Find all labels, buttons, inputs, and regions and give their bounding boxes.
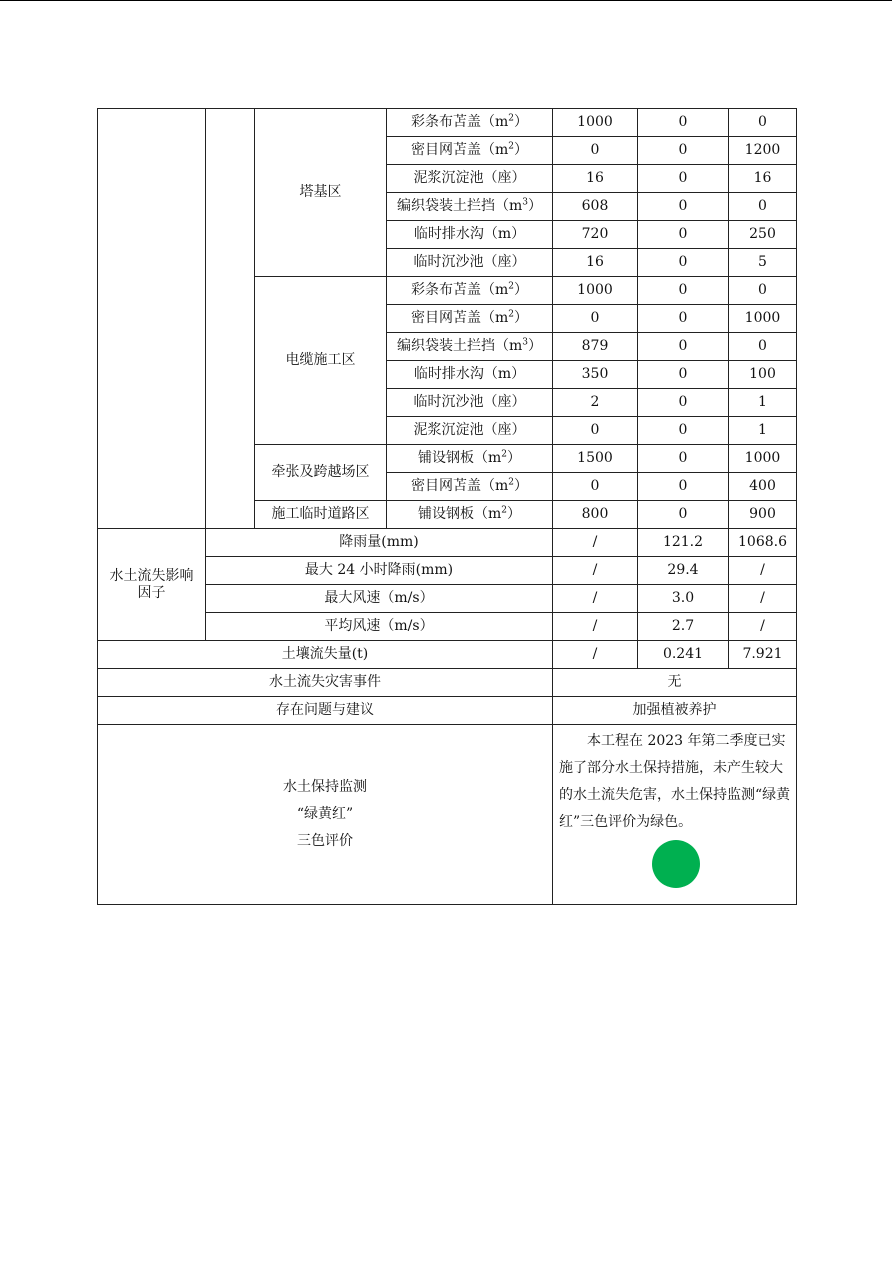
measure-value-1: 800 [553,501,638,529]
factor-value-2: 3.0 [638,585,729,613]
measure-value-3: 0 [729,333,797,361]
measures-body [98,109,797,529]
factor-name: 最大风速（m/s） [206,585,553,613]
factor-value-2: 2.7 [638,613,729,641]
issues-row [98,697,797,725]
measure-value-3: 0 [729,109,797,137]
measure-value-2: 0 [638,277,729,305]
soil-loss-value-2: 0.241 [638,641,729,669]
measure-value-3: 0 [729,277,797,305]
monitoring-table [97,108,797,905]
measure-value-1: 879 [553,333,638,361]
measure-value-1: 720 [553,221,638,249]
blank-subcategory-cell [206,109,255,529]
blank-category-cell [98,109,206,529]
measure-value-3: 1000 [729,305,797,333]
measure-value-1: 0 [553,137,638,165]
measure-name: 铺设钢板$(m^2)$ [387,501,553,529]
measure-value-1: 1500 [553,445,638,473]
measure-name: 临时沉沙池（座） [387,249,553,277]
measure-value-1: 0 [553,417,638,445]
soil-loss-label: 土壤流失量(t) [98,641,553,669]
measure-name: 编织袋装土拦挡$(m^3)$ [387,193,553,221]
evaluation-label [98,725,553,905]
measure-value-2: 0 [638,165,729,193]
measure-name: 泥浆沉淀池（座） [387,165,553,193]
measure-value-1: 0 [553,473,638,501]
measure-value-2: 0 [638,389,729,417]
factor-row [98,529,797,557]
factor-value-2: 121.2 [638,529,729,557]
factor-value-3: / [729,557,797,585]
factor-name: 平均风速（m/s） [206,613,553,641]
factors-label: 水土流失影响 因子 [98,529,206,641]
soil-loss-value-3: 7.921 [729,641,797,669]
evaluation-label-line3: 三色评价 [297,833,353,849]
factor-value-1: / [553,529,638,557]
measure-value-2: 0 [638,221,729,249]
measure-name: 彩条布苫盖$(m^2)$ [387,277,553,305]
measure-value-2: 0 [638,501,729,529]
evaluation-summary: 本工程在 2023 年第二季度已实施了部分水土保持措施，未产生较大的水土流失危害，水土保持监测“绿黄红”三色评价为绿色。 [559,733,791,830]
measure-value-2: 0 [638,333,729,361]
evaluation-summary-cell [553,725,797,905]
disaster-value: 无 [553,669,797,697]
measure-value-2: 0 [638,305,729,333]
measure-name: 临时排水沟（m） [387,221,553,249]
factor-value-3: / [729,585,797,613]
measure-value-2: 0 [638,473,729,501]
measure-name: 临时排水沟（m） [387,361,553,389]
disaster-label: 水土流失灾害事件 [98,669,553,697]
soil-loss-value-1: / [553,641,638,669]
factor-value-3: 1068.6 [729,529,797,557]
measure-value-2: 0 [638,137,729,165]
measure-value-2: 0 [638,445,729,473]
evaluation-label-line1: 水土保持监测 [283,779,367,795]
zone-name: 牵张及跨越场区 [255,445,387,501]
measure-name: 泥浆沉淀池（座） [387,417,553,445]
zone-name: 电缆施工区 [255,277,387,445]
measure-value-1: 350 [553,361,638,389]
factor-value-1: / [553,585,638,613]
measure-value-1: 16 [553,165,638,193]
measure-row [98,109,797,137]
measure-value-2: 0 [638,109,729,137]
evaluation-row [98,725,797,905]
measure-value-2: 0 [638,249,729,277]
factor-value-3: / [729,613,797,641]
measure-name: 密目网苫盖$(m^2)$ [387,305,553,333]
measure-value-3: 1 [729,417,797,445]
measure-value-2: 0 [638,417,729,445]
issues-value: 加强植被养护 [553,697,797,725]
measure-value-3: 1000 [729,445,797,473]
factor-name: 最大 24 小时降雨(mm) [206,557,553,585]
measure-name: 编织袋装土拦挡$(m^3)$ [387,333,553,361]
measure-value-3: 5 [729,249,797,277]
disaster-row [98,669,797,697]
measure-name: 彩条布苫盖$(m^2)$ [387,109,553,137]
measure-value-3: 900 [729,501,797,529]
measure-value-3: 400 [729,473,797,501]
measure-value-3: 16 [729,165,797,193]
measure-name: 铺设钢板$(m^2)$ [387,445,553,473]
measure-value-1: 1000 [553,277,638,305]
factor-value-1: / [553,613,638,641]
evaluation-label-line2: “绿黄红” [296,806,354,822]
page-top-border [0,0,892,1]
measure-value-1: 1000 [553,109,638,137]
green-rating-dot-icon [652,840,700,888]
measure-value-2: 0 [638,193,729,221]
issues-label: 存在问题与建议 [98,697,553,725]
measure-value-1: 2 [553,389,638,417]
factors-body [98,529,797,905]
zone-name: 施工临时道路区 [255,501,387,529]
measure-value-3: 100 [729,361,797,389]
soil-loss-row [98,641,797,669]
measure-value-2: 0 [638,361,729,389]
factor-value-2: 29.4 [638,557,729,585]
factor-name: 降雨量(mm) [206,529,553,557]
measure-name: 密目网苫盖$(m^2)$ [387,473,553,501]
measure-value-1: 0 [553,305,638,333]
measure-name: 密目网苫盖$(m^2)$ [387,137,553,165]
measure-value-3: 0 [729,193,797,221]
measure-value-3: 1 [729,389,797,417]
measure-value-1: 608 [553,193,638,221]
measure-value-1: 16 [553,249,638,277]
measure-value-3: 1200 [729,137,797,165]
zone-name: 塔基区 [255,109,387,277]
measure-name: 临时沉沙池（座） [387,389,553,417]
factor-value-1: / [553,557,638,585]
measure-value-3: 250 [729,221,797,249]
